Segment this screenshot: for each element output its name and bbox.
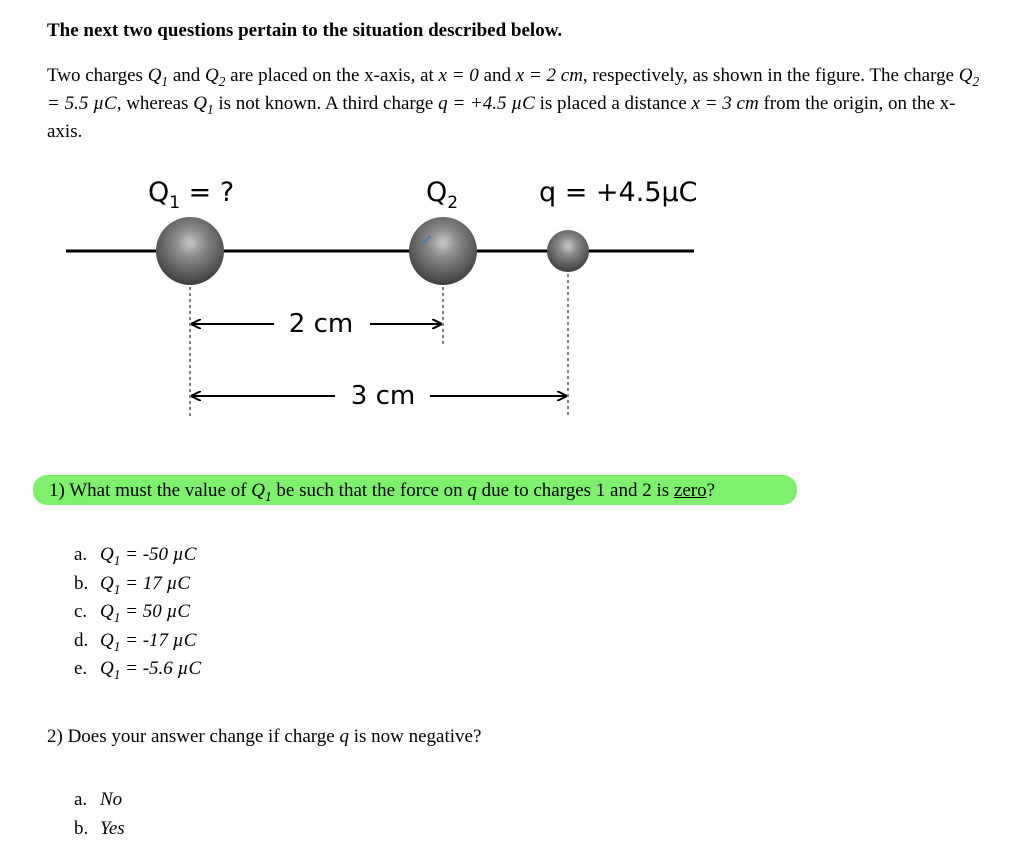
choice-item[interactable]: c. $Q_1 = 50$ µC <box>74 601 191 625</box>
charge-q2-sphere <box>409 217 477 285</box>
question2-choices <box>74 786 125 843</box>
label-3cm: 3 cm <box>350 381 416 411</box>
heading: The next two questions pertain to the situation described below. <box>47 20 563 41</box>
choice-item[interactable]: a. $Q_1 = -50$ µC <box>74 544 197 568</box>
charge-q1-sphere <box>156 217 224 285</box>
label-q2: $Q_2$ <box>426 177 459 213</box>
choice-item[interactable]: e. $Q_1 = -5.6$ µC <box>74 658 202 682</box>
charge-diagram <box>0 160 1024 450</box>
choice-item[interactable]: b. $Q_1 = 17$ µC <box>74 572 191 597</box>
question1-text: 1) What must the value of $Q_1$ be such that the force on q due to charges 1 and 2 is zero? <box>49 480 716 504</box>
label-q1: $Q_1$ = ? <box>148 177 235 213</box>
problem-statement: Two charges $Q_1$ and $Q_2$ are placed on the x-axis, at x = 0 and x = 2 cm, respectively, as shown in the figure. The charge $Q_2 = 5.5$ µC, whereas $Q_1$ is not known. A third charge q = +4.5 µC is placed a distance x = 3 cm from the origin, on the x-axis. <box>47 65 980 142</box>
question2-text: 2) Does your answer change if charge q is now negative? <box>47 726 482 747</box>
choice-item[interactable]: b. Yes <box>74 817 125 839</box>
charge-q-sphere <box>547 230 589 272</box>
choice-item[interactable]: a. No <box>74 789 123 810</box>
question1-choices <box>74 541 201 684</box>
label-q: q = +4.5µC <box>539 177 698 208</box>
label-2cm: 2 cm <box>288 309 354 339</box>
choice-item[interactable]: d. $Q_1 = -17$ µC <box>74 629 197 654</box>
